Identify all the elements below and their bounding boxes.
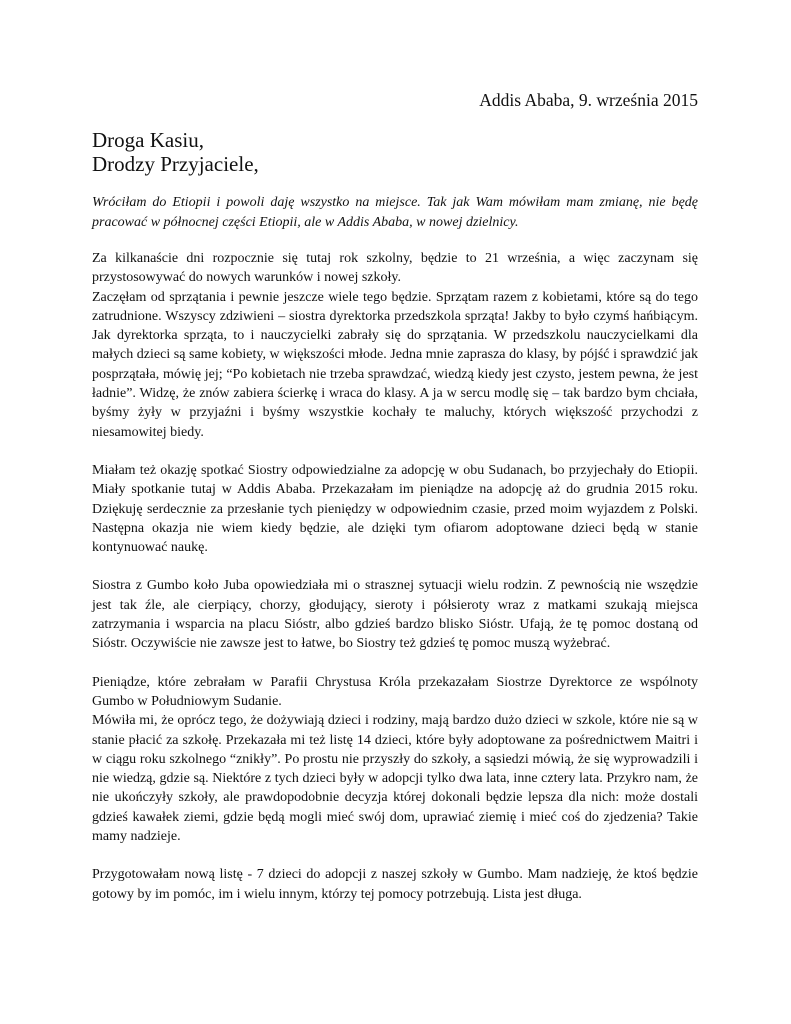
letter-date: Addis Ababa, 9. września 2015	[479, 90, 698, 110]
greeting-line-1: Droga Kasiu,	[92, 128, 204, 152]
intro-paragraph: Wróciłam do Etiopii i powoli daję wszystko na miejsce. Tak jak Wam mówiłam mam zmianę, nie będę pracować w północnej części Etiopii, ale w Addis Ababa, w nowej dzielnicy.	[92, 195, 698, 230]
paragraph-spacer	[92, 557, 698, 576]
paragraph-spacer	[92, 442, 698, 461]
paragraph-missing-children: Mówiła mi, że oprócz tego, że dożywiają dzieci i rodziny, mają bardzo dużo dzieci w szkole, które nie są w stanie płacić za szkołę. Przekazała mi też listę 14 dzieci, które były adoptowane za pośrednictwem Maitri i w ciągu roku szkolnego “znikły”. Po prostu nie przyszły do szkoły, a sąsiedzi mówią, że się wyprowadzili i nie wiedzą, gdzie są. Niektóre z tych dzieci były w adopcji tylko dwa lata, inne cztery lata. Przykro nam, że nie ukończyły szkoły, ale prawdopodobnie decyzja której dokonali będzie lepsza dla nich: może dostali gdzieś kawałek ziemi, gdzie będą mogli mieć swój dom, uprawiać ziemię i mieć coś do zjedzenia? Takie mamy nadzieje.	[92, 713, 698, 845]
paragraph-cleaning: Zaczęłam od sprzątania i pewnie jeszcze wiele tego będzie. Sprzątam razem z kobietami, które są do tego zatrudnione. Wszyscy zdziwieni – siostra dyrektorka przedszkola sprząta! Jakby to było czymś hańbiącym. Jak dyrektorka sprząta, to i nauczycielki zabrały się do sprzątania. W przedszkolu nauczycielkami dla małych dzieci są same kobiety, w większości młode. Jedna mnie zaprasza do klasy, by pójść i sprawdzić jak posprzątała, mówię jej; “Po kobietach nie trzeba sprawdzać, wiedzą kiedy jest czysto, jestem pewna, że jest ładnie”. Widzę, że znów zabiera ścierkę i wraca do klasy. A ja w sercu modlę się – tak bardzo bym chciała, byśmy żyły w przyjaźni i byśmy wszystkie kochały te maluchy, których większość przychodzi z niesamowitej biedy.	[92, 289, 698, 440]
greeting-line-2: Drodzy Przyjaciele,	[92, 152, 259, 176]
paragraph-spacer	[92, 846, 698, 865]
letter-page	[92, 88, 698, 904]
paragraph-gumbo-situation: Siostra z Gumbo koło Juba opowiedziała mi o strasznej sytuacji wielu rodzin. Z pewnością nie wszędzie jest tak źle, ale cierpiący, chorzy, głodujący, sieroty i półsieroty wraz z matkami szukają miejsca zatrzymania i wsparcia na placu Sióstr, albo gdzieś bardzo blisko Sióstr. Ufają, że tę pomoc dostaną od Sióstr. Oczywiście nie zawsze jest to łatwe, bo Siostry też gdzieś tę pomoc muszą wyżebrać.	[92, 578, 698, 652]
paragraph-adoption-sisters: Miałam też okazję spotkać Siostry odpowiedzialne za adopcję w obu Sudanach, bo przyjechały do Etiopii. Miały spotkanie tutaj w Addis Ababa. Przekazałam im pieniądze na adopcję aż do grudnia 2015 roku. Dziękuję serdecznie za przesłanie tych pieniędzy w odpowiednim czasie, przed moim wyjazdem z Polski. Następna okazja nie wiem kiedy będzie, ale dzięki tym ofiarom adoptowane dzieci będą w stanie kontynuować naukę.	[92, 462, 698, 556]
paragraph-parish-money: Pieniądze, które zebrałam w Parafii Chrystusa Króla przekazałam Siostrze Dyrektorce ze wspólnoty Gumbo w Południowym Sudanie.	[92, 674, 698, 709]
paragraph-spacer	[92, 654, 698, 673]
paragraph-school-year: Za kilkanaście dni rozpocznie się tutaj rok szkolny, będzie to 21 września, a więc zaczynam się przystosowywać do nowych warunków i nowej szkoły.	[92, 251, 698, 286]
paragraph-new-list: Przygotowałam nową listę - 7 dzieci do adopcji z naszej szkoły w Gumbo. Mam nadzieję, że ktoś będzie gotowy by im pomóc, im i wielu innym, którzy tej pomocy potrzebują. Lista jest długa.	[92, 867, 698, 902]
